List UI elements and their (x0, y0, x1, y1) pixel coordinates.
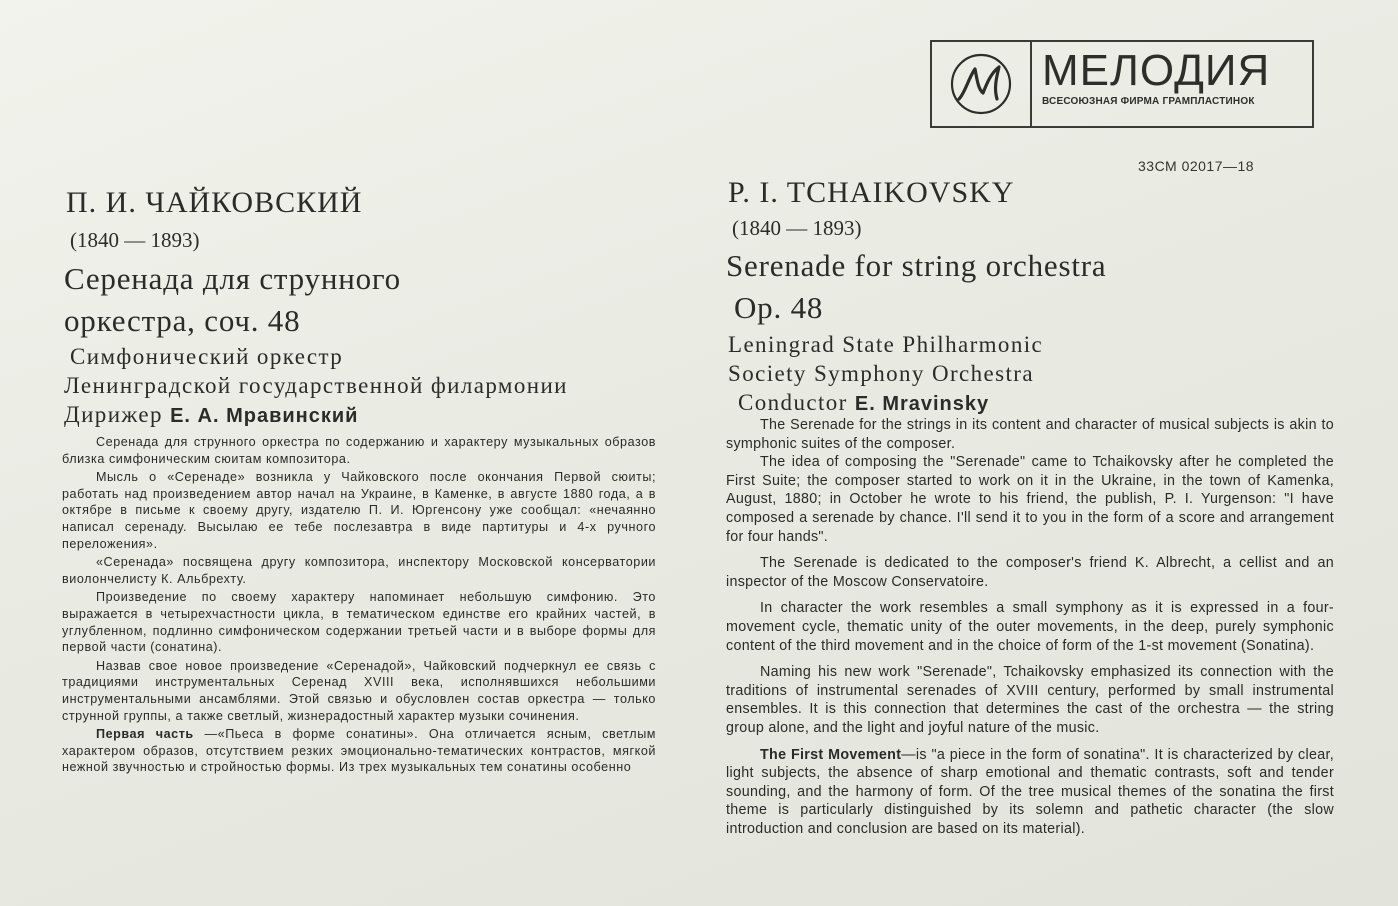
notes-en-paragraph: Naming his new work "Serenade", Tchaikovsky emphasized its connection with the traditions of instrumental serenades of XVIII century, performed by small instrumental ensembles. It is this connection that determines the cast of the orchestra — the string group alone, and the light and joyful nature of the music. (726, 664, 1334, 736)
orchestra-en-line1: Leningrad State Philharmonic (728, 332, 1044, 357)
melodiya-emblem-icon (932, 42, 1032, 126)
notes-ru-paragraph: Мысль о «Серенаде» возникла у Чайковского после окончания Первой сюиты; работать над произведением автор начал на Украине, в Каменке, в августе 1880 года, а в октябре в письме к своему другу, издателю П. И. Юргенсону уже сообщал: «нечаянно написал серенаду. Высылаю ее тебе послезавтра в виде партитуры и 4-х ручного переложения». (62, 470, 656, 551)
notes-en-paragraph: The Serenade is dedicated to the composer's friend K. Albrecht, a cellist and an inspector of the Moscow Conservatoire. (726, 555, 1334, 590)
movement-lead-en: The First Movement (760, 746, 902, 763)
conductor-label-en: Conductor (738, 390, 848, 415)
work-title-ru-line2: оркестра, соч. 48 (64, 303, 301, 338)
notes-en-paragraph: The idea of composing the "Serenade" came to Tchaikovsky after he completed the First Suite; the composer started to work on it in the Ukraine, in the town of Kamenka, August, 1880; in October he wrote to his friend, the publish, P. I. Yurgenson: "I have composed a serenade by chance. I'll send it to you in the form of a score and arrangement for four hands". (726, 454, 1334, 545)
composer-en: P. I. TCHAIKOVSKY (728, 176, 1015, 209)
movement-lead-ru: Первая часть (96, 727, 194, 742)
notes-en-paragraph: In character the work resembles a small symphony as it is expressed in a four-movement cycle, thematic unity of the outer movements, in the deep, purely symphonic content of the third movement and in the choice of form of the 1-st movement (Sonatina). (726, 600, 1334, 654)
movement-text-en: —is "a piece in the form of sonatina". It is characterized by clear, light subjects, the absence of sharp emotional and thematic contrasts, soft and tender sounding, and the harmony of form. Of the tree musical themes of the sonatina the first theme is particularly distinguished by its solemn and pathetic character (the slow introduction and conclusion are based on its material). (726, 746, 1335, 837)
notes-en (726, 416, 1334, 846)
conductor-ru (64, 400, 358, 431)
years-en: (1840 — 1893) (732, 216, 862, 240)
notes-ru-movement (62, 726, 656, 776)
conductor-name-en: E. Mravinsky (854, 393, 990, 415)
work-title-en-line2: Op. 48 (734, 290, 824, 325)
notes-en-paragraph: The Serenade for the strings in its content and character of musical subjects is akin to symphonic suites of the composer. (726, 417, 1334, 452)
conductor-en (738, 388, 989, 419)
conductor-name-ru: Е. А. Мравинский (170, 405, 359, 427)
brand-subtitle: ВСЕСОЮЗНАЯ ФИРМА ГРАМПЛАСТИНОК (1042, 96, 1255, 107)
work-title-en-line1: Serenade for string orchestra (726, 248, 1107, 283)
conductor-label-ru: Дирижер (64, 402, 163, 427)
notes-ru-paragraph: «Серенада» посвящена другу композитора, инспектору Московской консерватории виолончелисту К. Альбрехту. (62, 555, 656, 586)
notes-ru (62, 434, 656, 778)
notes-en-movement (726, 746, 1334, 839)
notes-ru-paragraph: Серенада для струнного оркестра по содержанию и характеру музыкальных образов близка симфоническим сюитам композитора. (62, 435, 656, 466)
composer-ru: П. И. ЧАЙКОВСКИЙ (66, 186, 363, 219)
orchestra-en-line2: Society Symphony Orchestra (728, 361, 1034, 386)
orchestra-ru-line2: Ленинградской государственной филармонии (64, 373, 568, 398)
years-ru: (1840 — 1893) (70, 228, 200, 252)
work-title-ru-line1: Серенада для струнного (64, 261, 401, 296)
movement-text-ru: —«Пьеса в форме сонатины». Она отличается ясным, светлым характером образов, отсутствием резких эмоционально-тематических контрастов, мягкой нежной звучностью и стройностью формы. Из трех музыкальных тем сонатины особенно (62, 727, 656, 775)
melodiya-logo (930, 40, 1314, 128)
brand-name: МЕЛОДИЯ (1042, 46, 1271, 95)
orchestra-ru-line1: Симфонический оркестр (70, 344, 344, 369)
catalog-number: 33СМ 02017—18 (1138, 158, 1255, 174)
notes-ru-paragraph: Назвав свое новое произведение «Серенадой», Чайковский подчеркнул ее связь с традициями инструментальных Серенад XVIII века, исполнявшихся небольшими инструментальными ансамблями. Этой связью и обусловлен состав оркестра — только струнной группы, а также светлый, жизнерадостный характер музыки сочинения. (62, 658, 656, 723)
notes-ru-paragraph: Произведение по своему характеру напоминает небольшую симфонию. Это выражается в четырехчастности цикла, в тематическом единстве его крайних частей, в углубленном, подлинно симфоническом содержании третьей части и в выборе формы для первой части (сонатина). (62, 590, 656, 655)
